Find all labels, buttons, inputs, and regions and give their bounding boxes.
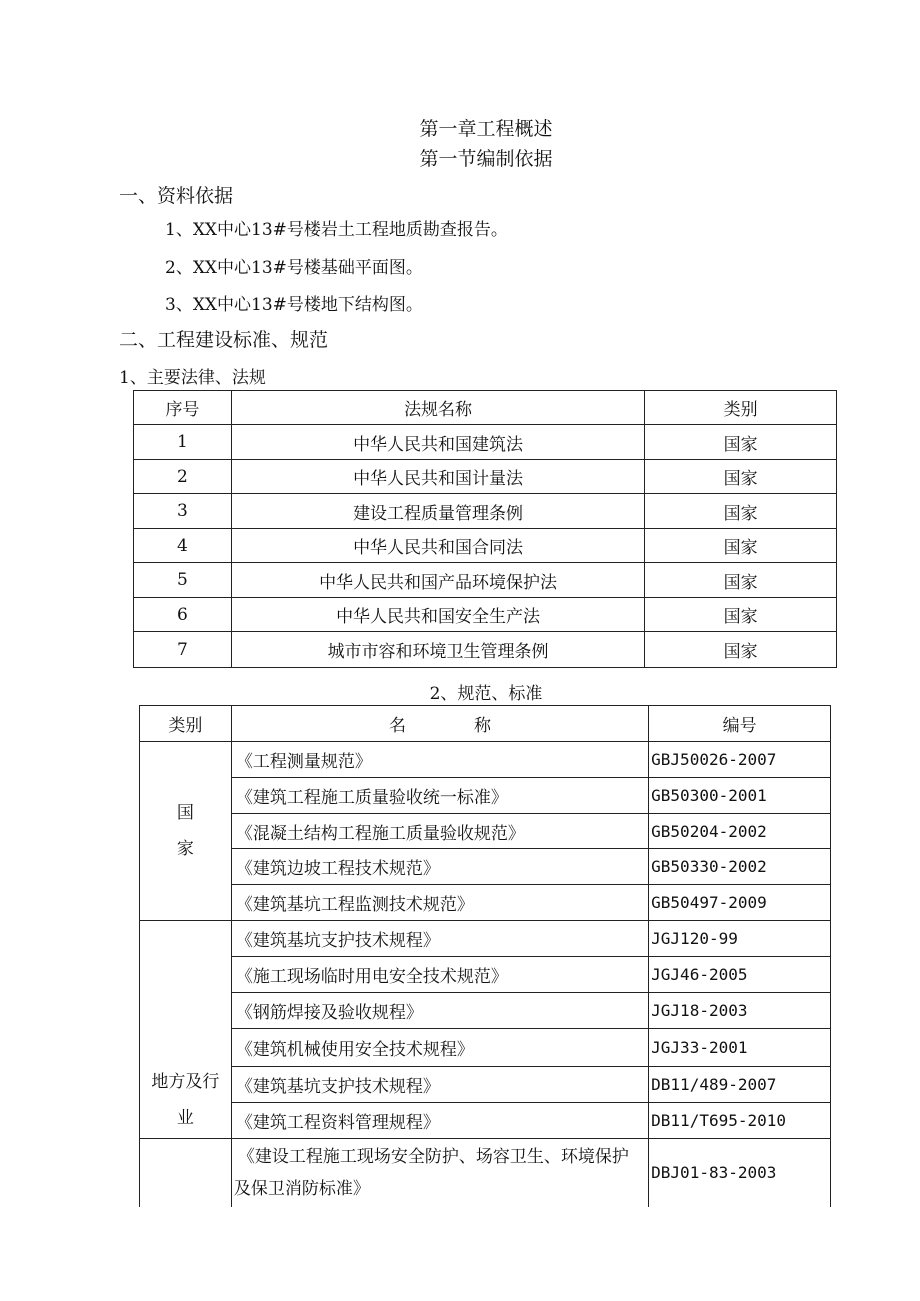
law-category: 国家 bbox=[645, 598, 837, 632]
part1-heading: 一、资料依据 bbox=[119, 185, 234, 207]
standard-code: JGJ46-2005 bbox=[649, 957, 831, 993]
table-row bbox=[140, 1067, 831, 1103]
standard-name: 《建筑工程资料管理规程》 bbox=[231, 1103, 648, 1139]
law-name: 中华人民共和国合同法 bbox=[231, 529, 644, 563]
table-row bbox=[134, 598, 837, 632]
standard-code: GB50330-2002 bbox=[649, 849, 831, 885]
laws-heading: 1、主要法律、法规 bbox=[119, 368, 266, 388]
standard-name: 《工程测量规范》 bbox=[231, 742, 648, 778]
category-national: 国 家 bbox=[140, 742, 232, 921]
table-row bbox=[134, 460, 837, 494]
table-row bbox=[134, 632, 837, 668]
row-number: 3 bbox=[134, 494, 232, 529]
table-header-row bbox=[140, 706, 831, 742]
table-row bbox=[140, 849, 831, 885]
standards-heading: 2、规范、标准 bbox=[429, 684, 543, 704]
reference-item: 1、XX中心13#号楼岩土工程地质勘查报告。 bbox=[165, 220, 508, 240]
law-category: 国家 bbox=[645, 425, 837, 460]
law-name: 中华人民共和国计量法 bbox=[231, 460, 644, 494]
law-name: 中华人民共和国建筑法 bbox=[231, 425, 644, 460]
law-category: 国家 bbox=[645, 529, 837, 563]
standard-name: 《建筑工程施工质量验收统一标准》 bbox=[231, 778, 648, 814]
table-row bbox=[140, 742, 831, 778]
header-cell: 类别 bbox=[140, 706, 232, 742]
law-category: 国家 bbox=[645, 563, 837, 598]
standard-name: 《混凝土结构工程施工质量验收规范》 bbox=[231, 814, 648, 849]
table-row bbox=[134, 425, 837, 460]
table-row bbox=[134, 494, 837, 529]
laws-table bbox=[133, 390, 837, 668]
row-number: 4 bbox=[134, 529, 232, 563]
row-number: 5 bbox=[134, 563, 232, 598]
table-row bbox=[134, 529, 837, 563]
standard-name: 《建筑基坑工程监测技术规范》 bbox=[231, 885, 648, 921]
standards-table bbox=[139, 705, 831, 1207]
category-local-industry: 地方及行 业 bbox=[140, 921, 232, 1139]
law-category: 国家 bbox=[645, 494, 837, 529]
table-row bbox=[134, 563, 837, 598]
table-row bbox=[140, 1139, 831, 1207]
header-cell: 类别 bbox=[645, 391, 837, 425]
standard-code: DB11/489-2007 bbox=[649, 1067, 831, 1103]
standard-code: JGJ33-2001 bbox=[649, 1029, 831, 1067]
law-category: 国家 bbox=[645, 632, 837, 668]
row-number: 6 bbox=[134, 598, 232, 632]
section-title: 第一节编制依据 bbox=[419, 148, 553, 170]
law-name: 中华人民共和国安全生产法 bbox=[231, 598, 644, 632]
table-row bbox=[140, 885, 831, 921]
standard-name: 《建筑边坡工程技术规范》 bbox=[231, 849, 648, 885]
reference-item: 3、XX中心13#号楼地下结构图。 bbox=[165, 295, 423, 315]
table-row bbox=[140, 957, 831, 993]
row-number: 2 bbox=[134, 460, 232, 494]
header-cell: 名 称 bbox=[231, 706, 648, 742]
chapter-title: 第一章工程概述 bbox=[419, 118, 553, 140]
table-row bbox=[140, 778, 831, 814]
law-category: 国家 bbox=[645, 460, 837, 494]
table-row bbox=[140, 1103, 831, 1139]
table-row bbox=[140, 993, 831, 1029]
category-blank bbox=[140, 1139, 232, 1207]
table-row bbox=[140, 1029, 831, 1067]
table-row bbox=[140, 814, 831, 849]
standard-name: 《建筑机械使用安全技术规程》 bbox=[231, 1029, 648, 1067]
standard-code: GB50497-2009 bbox=[649, 885, 831, 921]
law-name: 城市市容和环境卫生管理条例 bbox=[231, 632, 644, 668]
table-row bbox=[140, 921, 831, 957]
row-number: 7 bbox=[134, 632, 232, 668]
law-name: 中华人民共和国产品环境保护法 bbox=[231, 563, 644, 598]
table-header-row bbox=[134, 391, 837, 425]
standard-code: GB50204-2002 bbox=[649, 814, 831, 849]
standard-name: 《钢筋焊接及验收规程》 bbox=[231, 993, 648, 1029]
standard-code: JGJ18-2003 bbox=[649, 993, 831, 1029]
standard-code: GBJ50026-2007 bbox=[649, 742, 831, 778]
law-name: 建设工程质量管理条例 bbox=[231, 494, 644, 529]
row-number: 1 bbox=[134, 425, 232, 460]
standard-code: DBJ01-83-2003 bbox=[649, 1139, 831, 1207]
part2-heading: 二、工程建设标准、规范 bbox=[119, 329, 329, 351]
standard-code: GB50300-2001 bbox=[649, 778, 831, 814]
standard-name: 《施工现场临时用电安全技术规范》 bbox=[231, 957, 648, 993]
reference-item: 2、XX中心13#号楼基础平面图。 bbox=[165, 258, 423, 278]
standard-name: 《建设工程施工现场安全防护、场容卫生、环境保护及保卫消防标准》 bbox=[231, 1139, 648, 1207]
header-cell: 法规名称 bbox=[231, 391, 644, 425]
standard-code: DB11/T695-2010 bbox=[649, 1103, 831, 1139]
standard-name: 《建筑基坑支护技术规程》 bbox=[231, 921, 648, 957]
header-cell: 编号 bbox=[649, 706, 831, 742]
header-cell: 序号 bbox=[134, 391, 232, 425]
standard-code: JGJ120-99 bbox=[649, 921, 831, 957]
standard-name: 《建筑基坑支护技术规程》 bbox=[231, 1067, 648, 1103]
